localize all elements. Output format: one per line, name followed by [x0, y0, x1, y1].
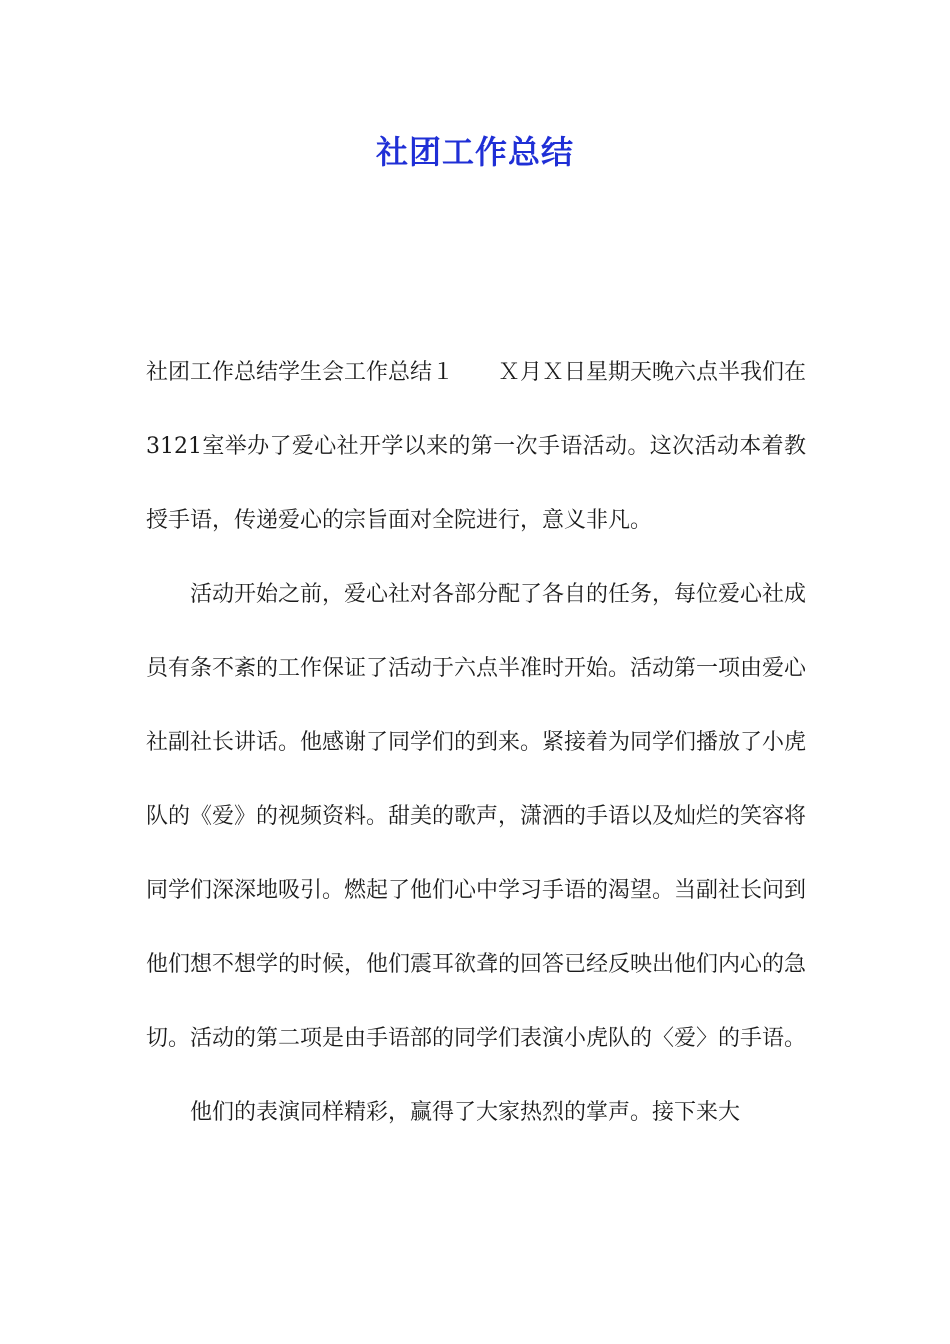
paragraph-2: 活动开始之前，爱心社对各部分配了各自的任务，每位爱心社成员有条不紊的工作保证了活动于六点半准时开始。活动第一项由爱心社副社长讲话。他感谢了同学们的到来。紧接着为同学们播放了小虎队的《爱》的视频资料。甜美的歌声，潇洒的手语以及灿烂的笑容将同学们深深地吸引。燃起了他们心中学习手语的渴望。当副社长问到他们想不想学的时候，他们震耳欲聋的回答已经反映出他们内心的急切。活动的第二项是由手语部的同学们表演小虎队的〈爱〉的手语。 [146, 582, 807, 1051]
paragraph-1: 社团工作总结学生会工作总结１ Ｘ月Ｘ日星期天晚六点半我们在3121室举办了爱心社开学以来的第一次手语活动。这次活动本着教授手语，传递爱心的宗旨面对全院进行，意义非凡。 [146, 360, 807, 533]
document-title: 社团工作总结 [375, 133, 574, 171]
paragraph-3: 他们的表演同样精彩，赢得了大家热烈的掌声。接下来大 [190, 1100, 741, 1125]
document-body [146, 336, 806, 1150]
